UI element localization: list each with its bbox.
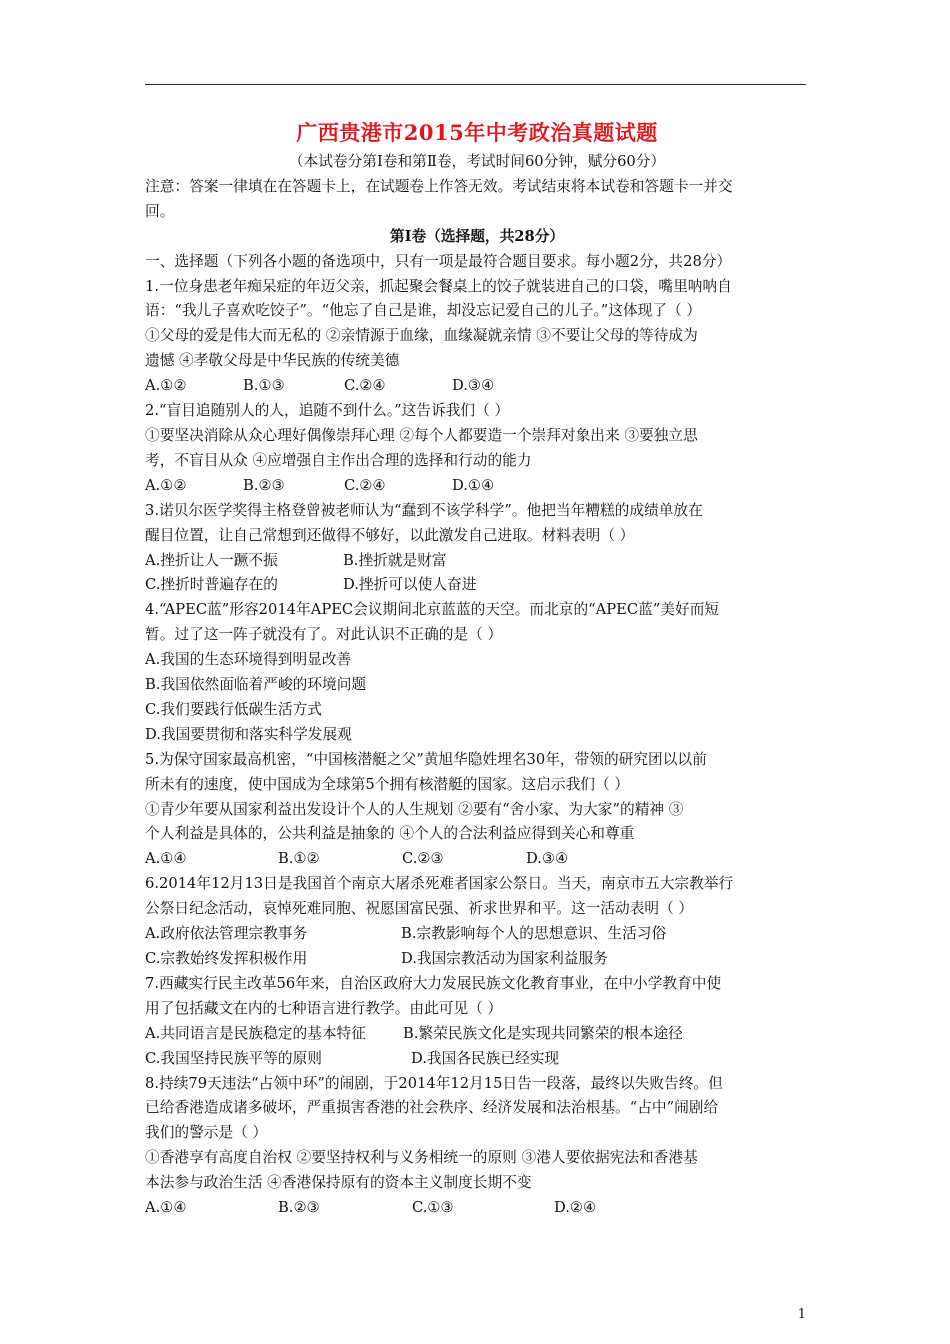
section-title: 第Ⅰ卷（选择题，共28分） [389, 227, 565, 245]
option-d: D.挫折可以使人奋进 [343, 576, 477, 594]
option-b: B.①③ [243, 377, 285, 395]
question-statements: 本法参与政治生活 ④香港保持原有的资本主义制度长期不变 [145, 1174, 532, 1192]
question-statements: ①父母的爱是伟大而无私的 ②亲情源于血缘，血缘凝就亲情 ③不要让父母的等待成为 [145, 327, 698, 345]
question-stem: 4.“APEC蓝”形容2014年APEC会议期间北京蓝蓝的天空。而北京的“APEC蓝”美好而短 [145, 601, 720, 619]
notice-line: 回。 [145, 202, 175, 220]
question-stem: 我们的警示是（ ） [145, 1124, 268, 1142]
option-c: C.②④ [344, 377, 386, 395]
question-3 [145, 499, 809, 599]
option-a: A.政府依法管理宗教事务 [145, 925, 308, 943]
option-d: D.②④ [554, 1199, 597, 1217]
answer-options [145, 847, 809, 872]
answer-options [145, 549, 809, 574]
option-c: C.挫折时普遍存在的 [145, 576, 278, 594]
page-number: 1 [797, 1307, 806, 1322]
option-d: D.我国要贯彻和落实科学发展观 [145, 725, 352, 743]
question-stem: 用了包括藏文在内的七种语言进行教学。由此可见（ ） [145, 999, 503, 1017]
option-c: C.②④ [344, 476, 386, 494]
option-a: A.挫折让人一蹶不振 [145, 551, 278, 569]
exam-page [145, 118, 809, 1221]
question-stem: 暂。过了这一阵子就没有了。对此认识不正确的是（ ） [145, 626, 503, 644]
answer-options [145, 374, 809, 399]
question-stem: 6.2014年12月13日是我国首个南京大屠杀死难者国家公祭日。当天，南京市五大宗教举行 [145, 875, 734, 893]
answer-options [145, 1047, 809, 1072]
option-b: B.挫折就是财富 [343, 551, 447, 569]
option-d: D.我国各民族已经实现 [411, 1049, 560, 1067]
question-stem: 8.持续79天违法“占领中环”的闹剧，于2014年12月15日告一段落，最终以失败告终。但 [145, 1074, 723, 1092]
option-d: D.③④ [452, 377, 495, 395]
answer-options [145, 1022, 809, 1047]
option-a: A.①④ [145, 850, 187, 868]
question-8 [145, 1072, 809, 1221]
question-statements: ①香港享有高度自治权 ②要坚持权利与义务相统一的原则 ③港人要依据宪法和香港基 [145, 1149, 698, 1167]
question-statements: 考，不盲目从众 ④应增强自主作出合理的选择和行动的能力 [145, 451, 532, 469]
option-c: C.我们要践行低碳生活方式 [145, 700, 322, 718]
question-stem: 所未有的速度，使中国成为全球第5个拥有核潜艇的国家。这启示我们（ ） [145, 775, 630, 793]
option-c: C.我国坚持民族平等的原则 [145, 1049, 322, 1067]
question-statements: 遗憾 ④孝敬父母是中华民族的传统美德 [145, 352, 400, 370]
question-statements: ①要坚决消除从众心理好偶像崇拜心理 ②每个人都要造一个崇拜对象出来 ③要独立思 [145, 426, 698, 444]
question-stem: 1.一位身患老年痴呆症的年迈父亲，抓起聚会餐桌上的饺子就装进自己的口袋，嘴里呐呐自 [145, 277, 732, 295]
answer-options [145, 573, 809, 598]
option-a: A.我国的生态环境得到明显改善 [145, 651, 352, 669]
question-7 [145, 972, 809, 1072]
exam-subtitle: （本试卷分第Ⅰ卷和第Ⅱ卷，考试时间60分钟，赋分60分） [288, 153, 666, 170]
question-stem: 公祭日纪念活动，哀悼死难同胞、祝愿国富民强、祈求世界和平。这一活动表明（ ） [145, 900, 694, 918]
option-b: B.②③ [278, 1199, 320, 1217]
answer-options [145, 474, 809, 499]
header-rule [145, 84, 806, 85]
question-stem: 2.“盲目追随别人的人，追随不到什么。”这告诉我们（ ） [145, 402, 510, 420]
question-stem: 语：“我儿子喜欢吃饺子”。“他忘了自己是谁，却没忘记爱自己的儿子。”这体现了（ ） [145, 302, 702, 320]
question-stem: 已给香港造成诸多破坏，严重损害香港的社会秩序、经济发展和法治根基。“占中”闹剧给 [145, 1099, 719, 1117]
option-b: B.②③ [243, 476, 285, 494]
question-2 [145, 399, 809, 499]
option-b: B.我国依然面临着严峻的环境问题 [145, 676, 367, 694]
option-a: A.①② [145, 377, 187, 395]
question-stem: 7.西藏实行民主改革56年来，自治区政府大力发展民族文化教育事业，在中小学教育中使 [145, 974, 722, 992]
question-1 [145, 275, 809, 400]
question-5 [145, 748, 809, 873]
option-d: D.①④ [452, 476, 495, 494]
option-c: C.①③ [412, 1199, 454, 1217]
question-4 [145, 598, 809, 747]
question-stem: 3.诺贝尔医学奖得主格登曾被老师认为“蠢到不该学科学”。他把当年糟糕的成绩单放在 [145, 501, 703, 519]
question-statements: 个人利益是具体的，公共利益是抽象的 ④个人的合法利益应得到关心和尊重 [145, 825, 635, 843]
option-b: B.宗教影响每个人的思想意识、生活习俗 [401, 925, 667, 943]
exam-title: 广西贵港市2015年中考政治真题试题 [296, 120, 658, 145]
notice-line: 注意：答案一律填在在答题卡上，在试题卷上作答无效。考试结束将本试卷和答题卡一并交 [145, 177, 733, 195]
option-c: C.宗教始终发挥积极作用 [145, 950, 308, 967]
question-stem: 醒目位置，让自己常想到还做得不够好，以此激发自己进取。材料表明（ ） [145, 526, 635, 544]
question-6 [145, 872, 809, 972]
option-a: A.共同语言是民族稳定的基本特征 [145, 1024, 366, 1042]
option-d: D.③④ [526, 850, 569, 868]
answer-options [145, 922, 809, 947]
question-stem: 5.为保守国家最高机密，“中国核潜艇之父”黄旭华隐姓埋名30年，带领的研究团以以前 [145, 750, 707, 768]
option-b: B.繁荣民族文化是实现共同繁荣的根本途径 [403, 1024, 683, 1042]
option-a: A.①④ [145, 1199, 187, 1217]
question-statements: ①青少年要从国家利益出发设计个人的人生规划 ②要有“舍小家、为大家”的精神 ③ [145, 800, 684, 818]
option-b: B.①② [278, 850, 320, 868]
instructions: 一、选择题（下列各小题的备选项中，只有一项是最符合题目要求。每小题2分，共28分） [145, 252, 732, 270]
option-a: A.①② [145, 476, 187, 494]
option-c: C.②③ [402, 850, 444, 868]
option-d: D.我国宗教活动为国家利益服务 [401, 950, 608, 967]
answer-options [145, 1196, 809, 1221]
answer-options [145, 947, 809, 972]
